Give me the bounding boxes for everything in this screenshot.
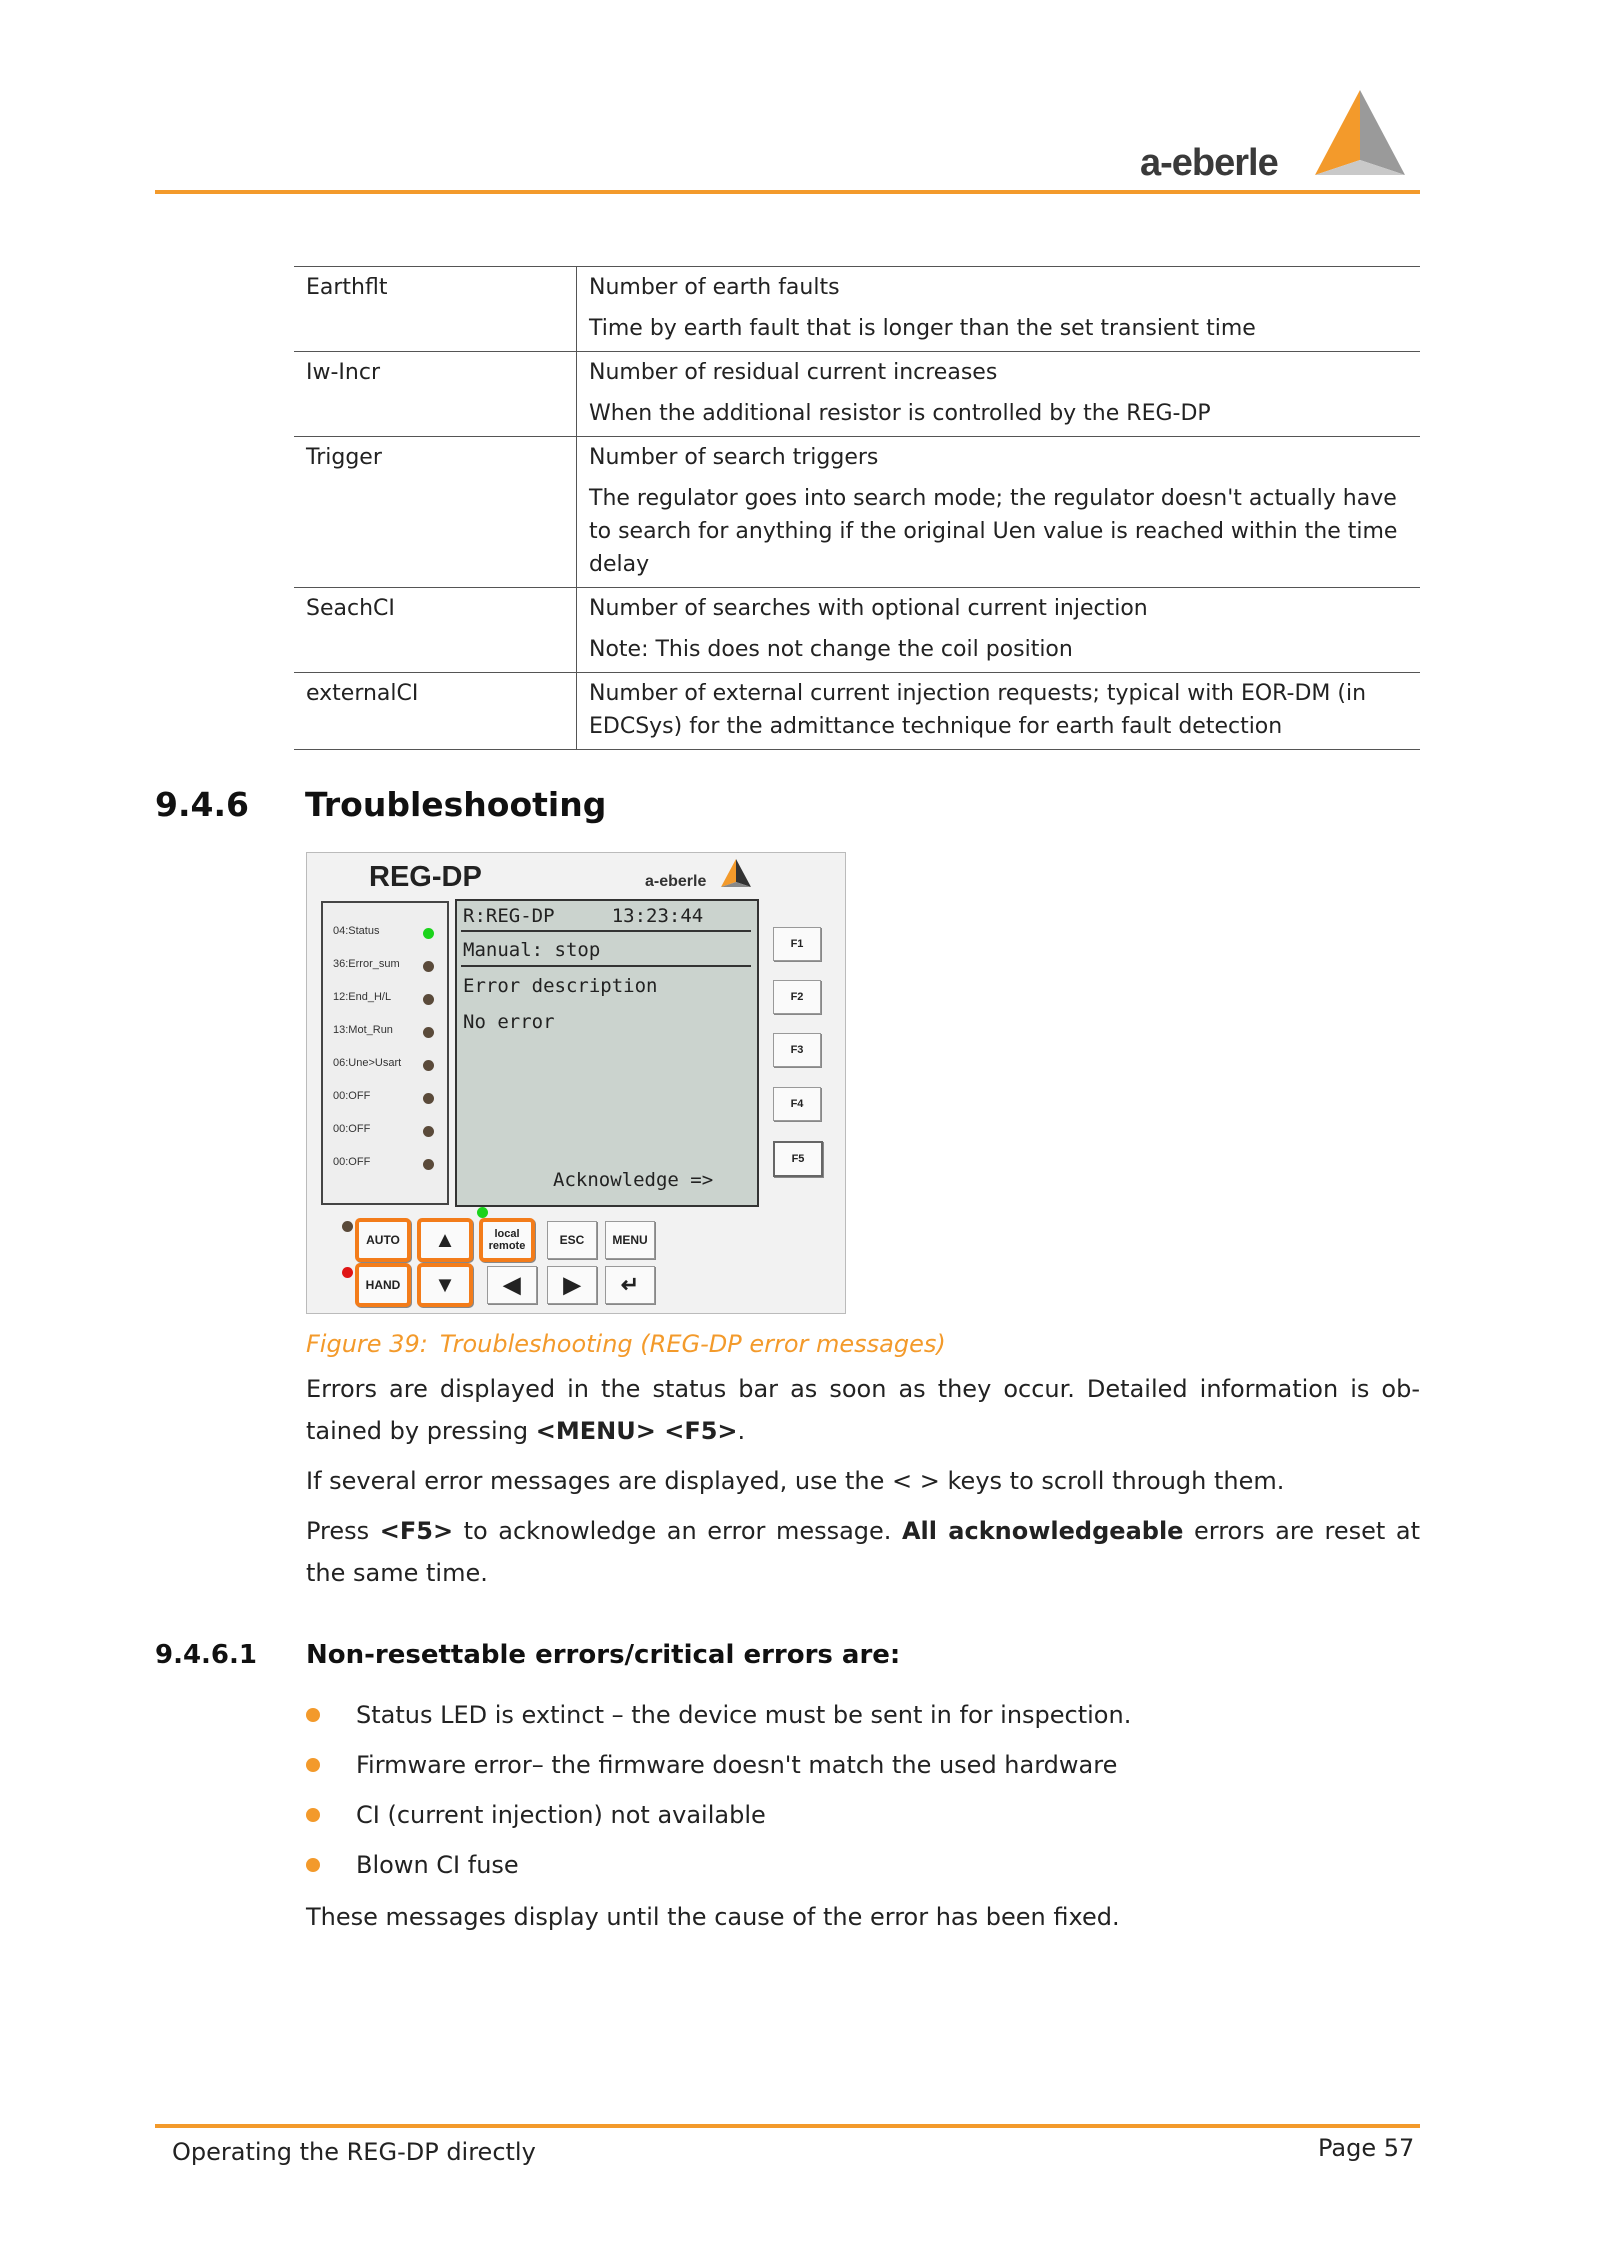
hand-led-icon (342, 1267, 353, 1278)
led-icon (423, 1027, 434, 1038)
led-icon (423, 961, 434, 972)
paragraph-bold: <F5> (379, 1517, 454, 1545)
device-front-panel (306, 852, 846, 1314)
table-value (577, 352, 1421, 437)
table-key: externalCI (294, 673, 577, 750)
lcd-line: Acknowledge => (553, 1169, 714, 1191)
paragraph (306, 1510, 1420, 1594)
subsection-number: 9.4.6.1 (155, 1640, 257, 1670)
table-value-line: Time by earth fault that is longer than the set transient time (589, 316, 1256, 341)
f5-button[interactable]: F5 (773, 1141, 823, 1177)
closing-paragraph: These messages display until the cause of the error has been fixed. (306, 1903, 1120, 1931)
local-led-icon (477, 1207, 488, 1218)
list-item-text: Status LED is extinct – the device must be sent in for inspection. (356, 1701, 1132, 1729)
left-arrow-button[interactable]: ◀ (487, 1266, 537, 1304)
table-row (294, 437, 1420, 588)
led-icon (423, 1060, 434, 1071)
list-item-text: Firmware error– the firmware doesn't match the used hardware (356, 1751, 1118, 1779)
auto-led-icon (342, 1221, 353, 1232)
led-panel (321, 901, 449, 1205)
table-value-line: Note: This does not change the coil position (589, 637, 1073, 662)
led-label: 00:OFF (333, 1156, 371, 1168)
subsection-title: Non-resettable errors/critical errors are: (306, 1640, 901, 1670)
table-value-line: Number of residual current increases (589, 360, 998, 385)
paragraph-text: to acknowledge an error message. (453, 1517, 902, 1545)
led-label: 36:Error_sum (333, 958, 400, 970)
page-number: Page 57 (1318, 2134, 1415, 2162)
section-number: 9.4.6 (155, 785, 249, 824)
table-key: Earthflt (294, 267, 577, 352)
lcd-line: R:REG-DP 13:23:44 (463, 905, 704, 927)
footer-title: Operating the REG-DP directly (172, 2138, 536, 2166)
table-value-line: When the additional resistor is controlled by the REG-DP (589, 401, 1211, 426)
led-icon (423, 1159, 434, 1170)
local-remote-button[interactable] (479, 1218, 535, 1262)
local-label: local (494, 1228, 520, 1240)
lcd-line: Error description (463, 975, 658, 997)
list-item (306, 1840, 1131, 1890)
led-label: 04:Status (333, 925, 380, 937)
bullet-list (306, 1690, 1131, 1890)
f4-button[interactable]: F4 (773, 1087, 821, 1121)
table-row (294, 588, 1420, 673)
paragraph-text: . (737, 1417, 746, 1445)
lcd-separator (461, 930, 751, 932)
right-arrow-button[interactable]: ▶ (547, 1266, 597, 1304)
lcd-line: Manual: stop (463, 939, 601, 961)
paragraph-text: Press (306, 1517, 380, 1545)
table-value (577, 673, 1421, 750)
device-logo-icon (719, 859, 753, 891)
list-item (306, 1690, 1131, 1740)
header-rule (155, 190, 1420, 194)
list-item (306, 1790, 1131, 1840)
list-item-text: CI (current injection) not available (356, 1801, 766, 1829)
remote-label: remote (488, 1240, 526, 1252)
bullet-icon (306, 1858, 320, 1872)
down-arrow-button[interactable]: ▼ (417, 1263, 473, 1307)
table-row (294, 673, 1420, 750)
table-value (577, 267, 1421, 352)
list-item-text: Blown CI fuse (356, 1851, 519, 1879)
table-key: Iw-Incr (294, 352, 577, 437)
bullet-icon (306, 1758, 320, 1772)
list-item (306, 1740, 1131, 1790)
bullet-icon (306, 1708, 320, 1722)
led-label: 12:End_H/L (333, 991, 392, 1003)
esc-button[interactable]: ESC (547, 1221, 597, 1259)
footer-rule (155, 2124, 1420, 2128)
paragraph-text: errors are reset at the same time. (306, 1517, 1421, 1587)
logo-text: a-eberle (1140, 142, 1278, 184)
f1-button[interactable]: F1 (773, 927, 821, 961)
section-heading (155, 785, 606, 824)
table-value-line: Number of external current injection requests; typical with EOR-DM (in EDCSys) for the admittance technique for earth fault detection (589, 681, 1367, 739)
f2-button[interactable]: F2 (773, 980, 821, 1014)
led-label: 00:OFF (333, 1090, 371, 1102)
lcd-separator (461, 965, 751, 967)
table-value-line: The regulator goes into search mode; the regulator doesn't actually have to search for anything if the original Uen value is reached within the time delay (589, 486, 1398, 577)
counter-table (294, 266, 1420, 750)
lcd-display (455, 899, 759, 1207)
led-label: 06:Une>Usart (333, 1057, 402, 1069)
table-key: SeachCI (294, 588, 577, 673)
table-row (294, 267, 1420, 352)
f3-button[interactable]: F3 (773, 1033, 821, 1067)
table-row (294, 352, 1420, 437)
led-icon (423, 1093, 434, 1104)
auto-button[interactable]: AUTO (355, 1218, 411, 1262)
led-icon (423, 1126, 434, 1137)
bullet-icon (306, 1808, 320, 1822)
paragraph-bold: All acknowledgeable (901, 1517, 1184, 1545)
paragraph-bold: <MENU> <F5> (535, 1417, 738, 1445)
figure-label: Figure 39: (306, 1330, 428, 1358)
hand-button[interactable]: HAND (355, 1263, 411, 1307)
device-title: REG-DP (369, 861, 482, 893)
table-value (577, 588, 1421, 673)
company-logo (1140, 90, 1410, 185)
menu-button[interactable]: MENU (605, 1221, 655, 1259)
logo-triangle-icon (1310, 90, 1410, 180)
device-logo-text: a-eberle (645, 873, 707, 890)
subsection-heading (155, 1640, 900, 1670)
lcd-line: No error (463, 1011, 555, 1033)
status-led-icon (423, 928, 434, 939)
enter-button[interactable]: ↵ (605, 1266, 655, 1304)
table-value-line: Number of searches with optional current injection (589, 596, 1148, 621)
led-icon (423, 994, 434, 1005)
section-title: Troubleshooting (305, 785, 607, 824)
up-arrow-button[interactable]: ▲ (417, 1218, 473, 1262)
led-label: 13:Mot_Run (333, 1024, 393, 1036)
table-value-line: Number of search triggers (589, 445, 879, 470)
table-value (577, 437, 1421, 588)
led-label: 00:OFF (333, 1123, 371, 1135)
table-value-line: Number of earth faults (589, 275, 840, 300)
paragraph: If several error messages are displayed, use the < > keys to scroll through them. (306, 1467, 1285, 1495)
figure-caption-text: Troubleshooting (REG-DP error messages) (439, 1330, 946, 1358)
table-key: Trigger (294, 437, 577, 588)
figure-caption (306, 1330, 946, 1358)
paragraph-text: Errors are displayed in the status bar as soon as they occur. Detailed information is ob-tained by pressing (306, 1375, 1420, 1445)
paragraph (306, 1368, 1420, 1452)
